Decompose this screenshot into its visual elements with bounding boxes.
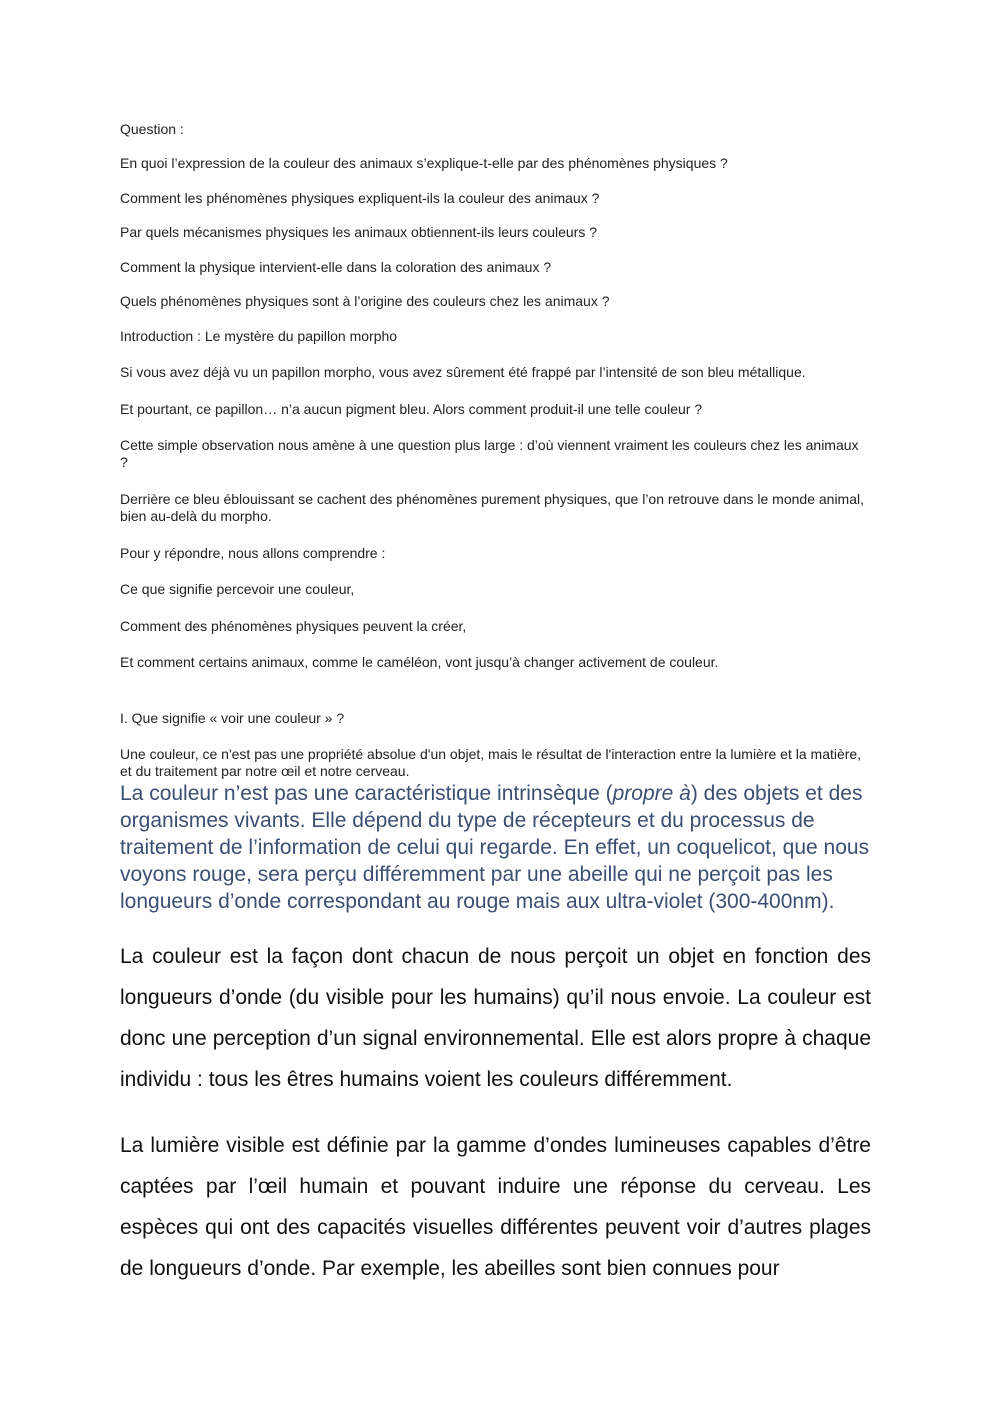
quote-italic: propre à (612, 782, 691, 805)
section-heading: I. Que signifie « voir une couleur » ? (120, 710, 345, 726)
intro-paragraph: Et pourtant, ce papillon… n’a aucun pigment bleu. Alors comment produit-il une telle couleur ? (120, 401, 703, 417)
question-heading: Question : (120, 121, 184, 137)
intro-paragraph: Cette simple observation nous amène à une question plus large : d’où viennent vraiment les couleurs chez les animaux ? (120, 437, 859, 470)
intro-paragraph: Pour y répondre, nous allons comprendre : (120, 545, 386, 561)
list-item: Comment des phénomènes physiques peuvent la créer, (120, 618, 467, 634)
question-line: En quoi l’expression de la couleur des animaux s’explique-t-elle par des phénomènes physiques ? (120, 155, 728, 171)
body-paragraph: La couleur est la façon dont chacun de nous perçoit un objet en fonction des longueurs d’onde (du visible pour les humains) qu’il nous envoie. La couleur est donc une perception d’un signal environnemental. Elle est alors propre à chaque individu : tous les êtres humains voient les couleurs différemment. (120, 945, 871, 1091)
quote-text: La couleur n’est pas une caractéristique intrinsèque ( (120, 782, 613, 805)
intro-paragraph: Derrière ce bleu éblouissant se cachent des phénomènes purement physiques, que l’on retrouve dans le monde animal, bien au-delà du morpho. (120, 491, 865, 524)
body-paragraph: La lumière visible est définie par la gamme d’ondes lumineuses capables d’être captées par l’œil humain et pouvant induire une réponse du cerveau. Les espèces qui ont des capacités visuelles différentes peuvent voir d’autres plages de longueurs d’onde. Par exemple, les abeilles sont bien connues pour (120, 1134, 871, 1280)
list-item: Et comment certains animaux, comme le caméléon, vont jusqu’à changer activement de couleur. (120, 654, 719, 670)
section-paragraph: Une couleur, ce n'est pas une propriété absolue d'un objet, mais le résultat de l'interaction entre la lumière et la matière, et du traitement par notre œil et notre cerveau. (120, 746, 862, 779)
intro-paragraph: Si vous avez déjà vu un papillon morpho, vous avez sûrement été frappé par l’intensité de son bleu métallique. (120, 364, 806, 380)
question-line: Comment les phénomènes physiques expliquent-ils la couleur des animaux ? (120, 190, 600, 206)
pasted-quote-paragraph (120, 780, 870, 915)
quote-text: ) des objets et des organismes vivants. Elle dépend du type de récepteurs et du processus de traitement de l’information de celui qui regarde. En effet, un coquelicot, que nous voyons rouge, sera perçu différemment par une abeille qui ne perçoit pas les longueurs d’onde correspondant au rouge mais aux ultra-violet (300-400nm). (120, 782, 870, 913)
question-line: Par quels mécanismes physiques les animaux obtiennent-ils leurs couleurs ? (120, 224, 598, 240)
list-item: Ce que signifie percevoir une couleur, (120, 581, 355, 597)
question-line: Comment la physique intervient-elle dans la coloration des animaux ? (120, 259, 552, 275)
introduction-heading: Introduction : Le mystère du papillon morpho (120, 328, 398, 344)
question-line: Quels phénomènes physiques sont à l’origine des couleurs chez les animaux ? (120, 293, 610, 309)
